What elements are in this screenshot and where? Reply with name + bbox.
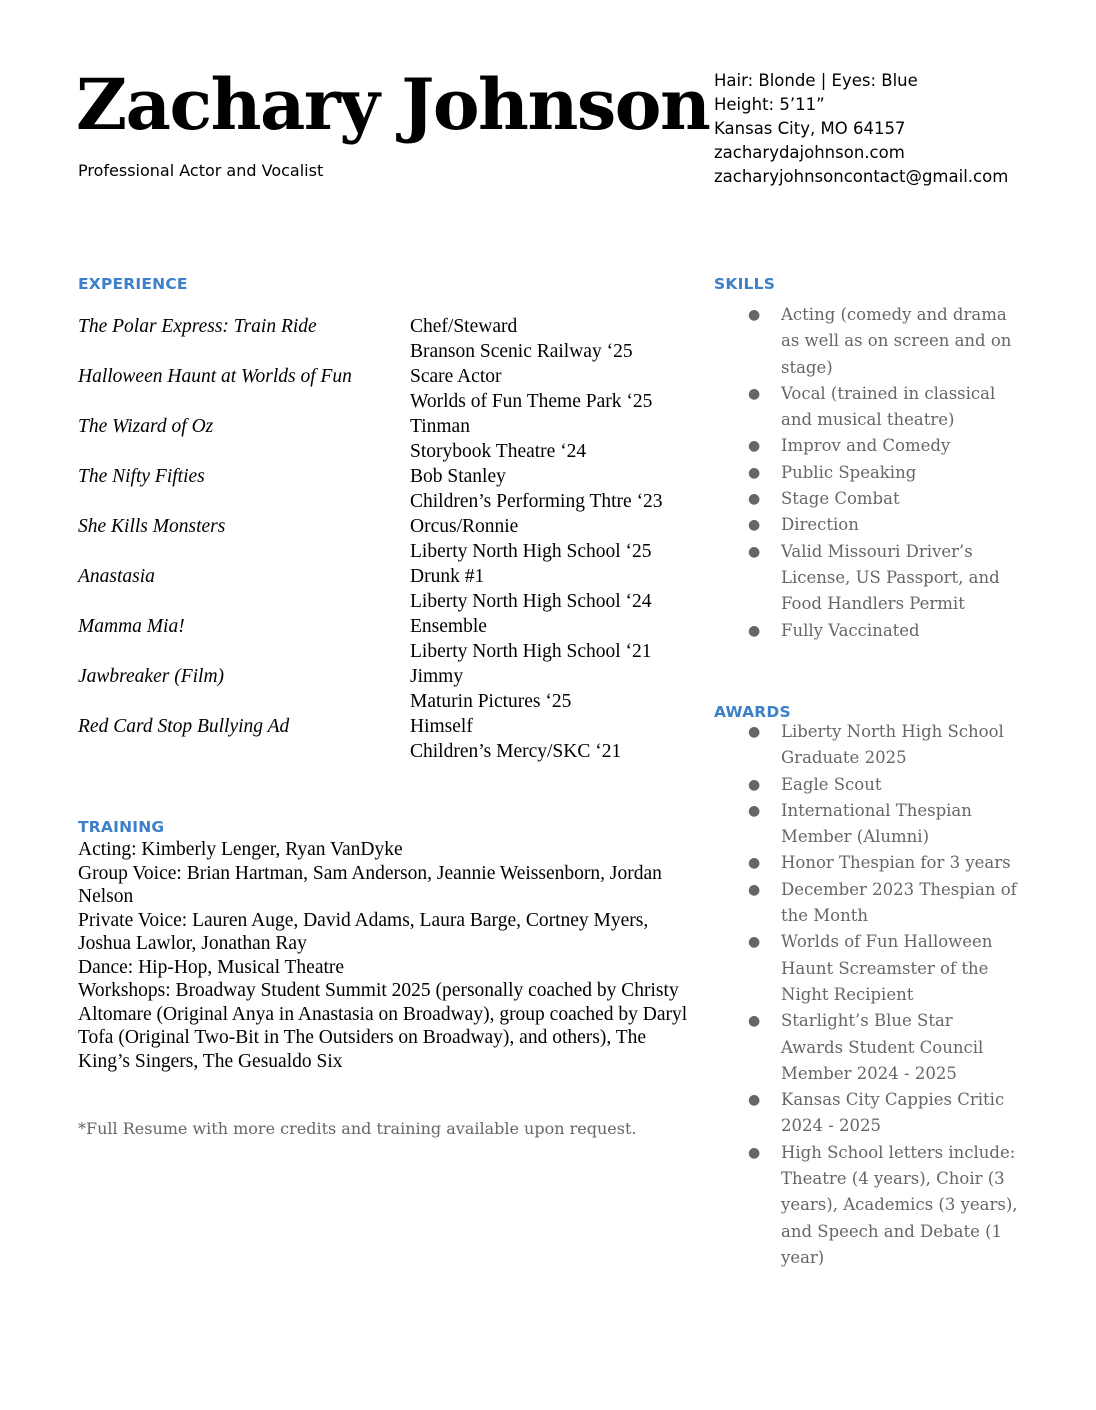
skills-list (748, 302, 1018, 644)
venue: Children’s Mercy/SKC ‘21 (410, 741, 622, 762)
experience-item (78, 564, 688, 614)
contact-info (714, 69, 1008, 189)
footnote: *Full Resume with more credits and training available upon request. (78, 1119, 637, 1138)
experience-item (78, 714, 688, 764)
bullet-icon: ● (748, 724, 761, 740)
training-heading: TRAINING (78, 818, 165, 836)
production-title: Mamma Mia! (78, 616, 185, 637)
role: Orcus/Ronnie (410, 516, 519, 537)
list-item (748, 850, 1018, 876)
bullet-icon: ● (748, 622, 761, 639)
training-private-voice: Private Voice: Lauren Auge, David Adams, Laura Barge, Cortney Myers, Joshua Lawlor, Jonathan Ray (78, 909, 649, 954)
award-text: High School letters include: Theatre (4 years), Choir (3 years), Academics (3 years), and Speech and Debate (1 year) (781, 1142, 1018, 1267)
list-item (748, 512, 1018, 538)
production-title: The Polar Express: Train Ride (78, 316, 317, 337)
list-item (748, 539, 1018, 618)
venue: Worlds of Fun Theme Park ‘25 (410, 391, 653, 412)
role: Himself (410, 716, 473, 737)
contact-location: Kansas City, MO 64157 (714, 119, 906, 138)
production-title: The Wizard of Oz (78, 416, 214, 437)
experience-item (78, 364, 688, 414)
contact-website: zacharydajohnson.com (714, 143, 905, 162)
role: Drunk #1 (410, 566, 485, 587)
award-text: Starlight’s Blue Star Awards Student Council Member 2024 - 2025 (781, 1011, 984, 1083)
award-text: Eagle Scout (781, 774, 882, 794)
list-item (748, 302, 1018, 381)
venue: Storybook Theatre ‘24 (410, 441, 587, 462)
award-text: Kansas City Cappies Critic 2024 - 2025 (781, 1090, 1005, 1136)
production-title: Jawbreaker (Film) (78, 666, 225, 687)
experience-heading: EXPERIENCE (78, 275, 188, 293)
awards-list (748, 719, 1018, 1271)
experience-item (78, 664, 688, 714)
role: Ensemble (410, 616, 487, 637)
production-title: Halloween Haunt at Worlds of Fun (78, 366, 352, 387)
role: Bob Stanley (410, 466, 506, 487)
skill-text: Stage Combat (781, 489, 900, 509)
venue: Liberty North High School ‘21 (410, 641, 652, 662)
skill-text: Direction (781, 515, 859, 535)
contact-hair-eyes: Hair: Blonde | Eyes: Blue (714, 71, 918, 90)
award-text: Worlds of Fun Halloween Haunt Screamster of the Night Recipient (781, 932, 993, 1004)
list-item (748, 929, 1018, 1008)
skill-text: Fully Vaccinated (781, 620, 920, 640)
list-item (748, 772, 1018, 798)
bullet-icon: ● (748, 776, 761, 793)
award-text: Liberty North High School Graduate 2025 (781, 722, 1004, 768)
training-acting: Acting: Kimberly Lenger, Ryan VanDyke (78, 839, 403, 860)
skills-heading: SKILLS (714, 275, 776, 293)
role: Jimmy (410, 666, 464, 687)
experience-item (78, 514, 688, 564)
list-item (748, 798, 1018, 851)
production-title: She Kills Monsters (78, 516, 226, 537)
list-item (748, 381, 1018, 434)
bullet-icon: ● (748, 934, 761, 951)
bullet-icon: ● (748, 881, 761, 898)
award-text: Honor Thespian for 3 years (781, 853, 1011, 873)
experience-item (78, 614, 688, 664)
bullet-icon: ● (748, 1092, 761, 1109)
skill-text: Vocal (trained in classical and musical theatre) (781, 383, 996, 430)
venue: Children’s Performing Thtre ‘23 (410, 491, 663, 512)
bullet-icon: ● (748, 491, 761, 508)
name-heading: Zachary Johnson (76, 63, 710, 146)
list-item (748, 460, 1018, 486)
experience-item (78, 414, 688, 464)
contact-email: zacharyjohnsoncontact@gmail.com (714, 167, 1009, 186)
bullet-icon: ● (748, 464, 761, 481)
list-item (748, 719, 1018, 772)
bullet-icon: ● (748, 385, 761, 402)
subtitle: Professional Actor and Vocalist (78, 161, 324, 180)
role: Scare Actor (410, 366, 502, 387)
experience-item (78, 464, 688, 514)
list-item (748, 1008, 1018, 1087)
awards-heading: AWARDS (714, 703, 791, 721)
bullet-icon: ● (748, 1144, 761, 1161)
experience-item (78, 314, 688, 364)
bullet-icon: ● (748, 517, 761, 534)
venue: Liberty North High School ‘24 (410, 591, 652, 612)
skill-text: Improv and Comedy (781, 436, 951, 456)
role: Tinman (410, 416, 470, 437)
contact-height: Height: 5’11” (714, 95, 825, 114)
venue: Liberty North High School ‘25 (410, 541, 652, 562)
award-text: December 2023 Thespian of the Month (781, 879, 1017, 926)
list-item (748, 1140, 1018, 1271)
skill-text: Public Speaking (781, 462, 917, 482)
bullet-icon: ● (748, 855, 761, 872)
bullet-icon: ● (748, 543, 761, 560)
skill-text: Valid Missouri Driver’s License, US Passport, and Food Handlers Permit (781, 541, 1000, 614)
bullet-icon: ● (748, 307, 761, 323)
list-item (748, 486, 1018, 512)
production-title: Red Card Stop Bullying Ad (78, 716, 290, 737)
venue: Maturin Pictures ‘25 (410, 691, 572, 712)
training-list (78, 838, 693, 1073)
list-item (748, 433, 1018, 459)
training-workshops: Workshops: Broadway Student Summit 2025 (personally coached by Christy Altomare (Original Anya in Anastasia on Broadway), group coached by Daryl Tofa (Original Two-Bit in The Outsiders on Broadway), and others), The King’s Singers, The Gesualdo Six (78, 980, 688, 1072)
venue: Branson Scenic Railway ‘25 (410, 341, 633, 362)
list-item (748, 1087, 1018, 1140)
production-title: Anastasia (78, 566, 155, 587)
bullet-icon: ● (748, 438, 761, 455)
bullet-icon: ● (748, 1013, 761, 1030)
role: Chef/Steward (410, 316, 518, 337)
list-item (748, 618, 1018, 644)
bullet-icon: ● (748, 802, 761, 819)
production-title: The Nifty Fifties (78, 466, 205, 487)
skill-text: Acting (comedy and drama as well as on screen and on stage) (781, 305, 1012, 377)
training-group-voice: Group Voice: Brian Hartman, Sam Anderson, Jeannie Weissenborn, Jordan Nelson (78, 862, 662, 907)
award-text: International Thespian Member (Alumni) (781, 800, 972, 847)
training-dance: Dance: Hip-Hop, Musical Theatre (78, 956, 345, 978)
list-item (748, 877, 1018, 930)
experience-list (78, 314, 688, 764)
